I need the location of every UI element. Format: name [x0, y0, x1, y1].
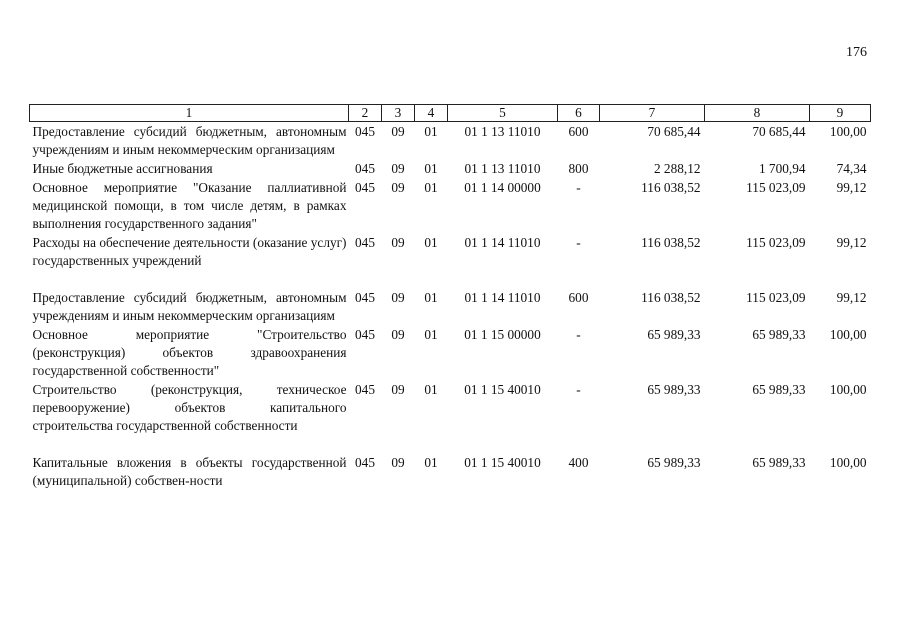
cell-percent: 99,12: [836, 180, 867, 195]
table-row: [30, 380, 871, 435]
cell-planned: 116 038,52: [641, 235, 701, 250]
table-row: [30, 122, 871, 160]
table-row: [30, 325, 871, 380]
cell-percent: 100,00: [829, 382, 867, 397]
spacer-row: [30, 435, 871, 453]
table-row: [30, 453, 871, 490]
cell-planned: 116 038,52: [641, 290, 701, 305]
cell-ministry: 045: [355, 382, 375, 397]
cell-expense-type: 400: [568, 455, 589, 470]
cell-ministry: 045: [355, 180, 375, 195]
cell-subsection: 01: [424, 124, 438, 139]
cell-section: 09: [391, 124, 405, 139]
cell-percent: 100,00: [829, 124, 867, 139]
cell-subsection: 01: [424, 161, 438, 176]
item-name: Предоставление субсидий бюджетным, автономным учреждениям и иным некоммерческим организациям: [32, 290, 347, 323]
cell-target-article: 01 1 13 11010: [464, 161, 541, 176]
cell-planned: 65 989,33: [647, 327, 701, 342]
item-name: Основное мероприятие "Строительство (реконструкция) объектов здравоохранения государственной собственности": [32, 327, 347, 378]
cell-subsection: 01: [424, 235, 438, 250]
cell-target-article: 01 1 13 11010: [464, 124, 541, 139]
cell-ministry: 045: [355, 290, 375, 305]
cell-ministry: 045: [355, 327, 375, 342]
table-row: [30, 233, 871, 270]
cell-percent: 100,00: [829, 327, 867, 342]
cell-subsection: 01: [424, 455, 438, 470]
spacer-row: [30, 270, 871, 288]
cell-target-article: 01 1 15 40010: [464, 455, 541, 470]
cell-percent: 99,12: [836, 290, 867, 305]
spacer-cell: [30, 435, 871, 453]
cell-section: 09: [391, 235, 405, 250]
table-row: [30, 178, 871, 233]
cell-section: 09: [391, 327, 405, 342]
cell-expense-type: -: [576, 180, 581, 195]
header-cell: 3: [382, 105, 415, 122]
header-cell: 6: [558, 105, 600, 122]
page-number: 176: [846, 45, 867, 60]
cell-section: 09: [391, 161, 405, 176]
cell-planned: 65 989,33: [647, 455, 701, 470]
header-row: [30, 105, 871, 122]
cell-ministry: 045: [355, 455, 375, 470]
item-name: Предоставление субсидий бюджетным, автономным учреждениям и иным некоммерческим организациям: [32, 124, 347, 157]
table-row: [30, 159, 871, 178]
budget-table: [29, 104, 871, 490]
cell-target-article: 01 1 14 11010: [464, 290, 541, 305]
cell-executed: 65 989,33: [752, 382, 806, 397]
spacer-cell: [30, 270, 871, 288]
cell-target-article: 01 1 15 00000: [464, 327, 541, 342]
cell-subsection: 01: [424, 180, 438, 195]
header-cell: 4: [415, 105, 448, 122]
item-name: Капитальные вложения в объекты государственной (муниципальной) собствен-ности: [32, 455, 347, 488]
cell-executed: 70 685,44: [752, 124, 806, 139]
cell-percent: 74,34: [836, 161, 867, 176]
item-name: Строительство (реконструкция, техническое перевооружение) объектов капитального строительства государственной собственности: [32, 382, 347, 433]
cell-ministry: 045: [355, 235, 375, 250]
cell-executed: 65 989,33: [752, 327, 806, 342]
cell-target-article: 01 1 14 00000: [464, 180, 541, 195]
header-cell: 2: [349, 105, 382, 122]
cell-expense-type: 600: [568, 124, 589, 139]
cell-expense-type: -: [576, 382, 581, 397]
cell-executed: 65 989,33: [752, 455, 806, 470]
cell-expense-type: 800: [568, 161, 589, 176]
cell-section: 09: [391, 455, 405, 470]
cell-percent: 100,00: [829, 455, 867, 470]
cell-percent: 99,12: [836, 235, 867, 250]
cell-ministry: 045: [355, 124, 375, 139]
cell-section: 09: [391, 290, 405, 305]
header-cell: 9: [810, 105, 871, 122]
cell-section: 09: [391, 382, 405, 397]
table-row: [30, 288, 871, 325]
header-cell: 8: [705, 105, 810, 122]
header-cell: 7: [600, 105, 705, 122]
cell-executed: 115 023,09: [746, 290, 806, 305]
cell-subsection: 01: [424, 382, 438, 397]
item-name: Иные бюджетные ассигнования: [32, 161, 213, 176]
cell-expense-type: -: [576, 327, 581, 342]
cell-planned: 70 685,44: [647, 124, 701, 139]
cell-expense-type: -: [576, 235, 581, 250]
cell-planned: 116 038,52: [641, 180, 701, 195]
cell-planned: 2 288,12: [653, 161, 701, 176]
cell-executed: 1 700,94: [758, 161, 806, 176]
cell-executed: 115 023,09: [746, 180, 806, 195]
header-cell: 1: [30, 105, 349, 122]
cell-target-article: 01 1 14 11010: [464, 235, 541, 250]
cell-planned: 65 989,33: [647, 382, 701, 397]
cell-subsection: 01: [424, 327, 438, 342]
item-name: Основное мероприятие "Оказание паллиативной медицинской помощи, в том числе детям, в рамках выполнения государственного задания": [32, 180, 347, 231]
cell-section: 09: [391, 180, 405, 195]
cell-subsection: 01: [424, 290, 438, 305]
cell-target-article: 01 1 15 40010: [464, 382, 541, 397]
cell-executed: 115 023,09: [746, 235, 806, 250]
item-name: Расходы на обеспечение деятельности (оказание услуг) государственных учреждений: [32, 235, 347, 268]
cell-expense-type: 600: [568, 290, 589, 305]
header-cell: 5: [448, 105, 558, 122]
cell-ministry: 045: [355, 161, 375, 176]
